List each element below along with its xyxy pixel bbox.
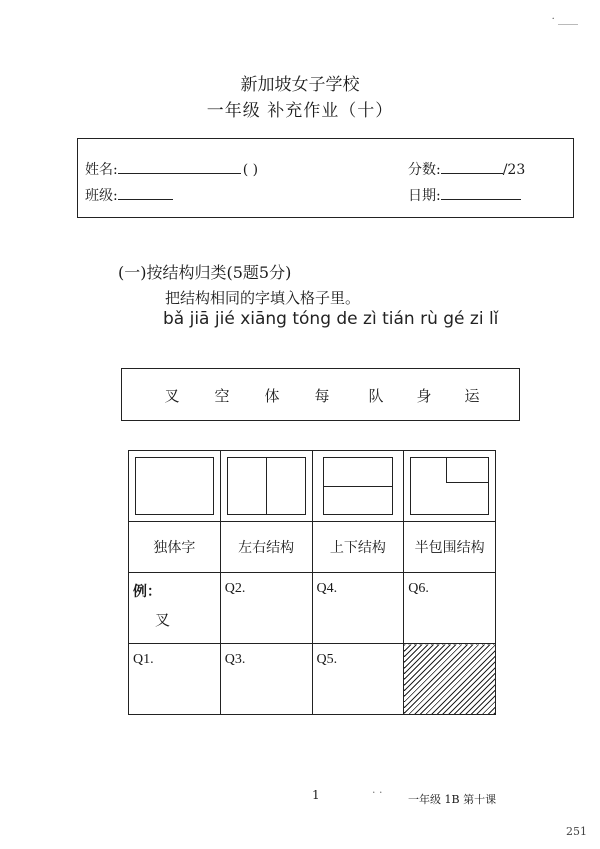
- page-number: 251: [566, 825, 587, 838]
- school-name: 新加坡女子学校: [240, 75, 360, 95]
- word-bank-char: 体: [264, 387, 280, 405]
- class-field[interactable]: [118, 185, 173, 200]
- score-row: [408, 159, 525, 179]
- corner-mark: · ____: [551, 14, 578, 25]
- header-half-enclosure: 半包围结构: [404, 522, 496, 573]
- answer-row-2: [129, 644, 496, 715]
- score-field[interactable]: [441, 159, 503, 174]
- label-row: [129, 522, 496, 573]
- question-label: Q4.: [316, 581, 338, 596]
- footer-page-marker: 1: [312, 788, 320, 802]
- score-label: 分数:: [408, 162, 441, 178]
- answer-row-1: [129, 573, 496, 644]
- word-bank-char: 每: [314, 387, 330, 405]
- answer-cell-q6[interactable]: [404, 573, 496, 644]
- structure-table: [128, 450, 496, 715]
- name-field[interactable]: [118, 159, 241, 174]
- example-char: 叉: [155, 611, 171, 629]
- score-total: /23: [502, 162, 526, 178]
- header-top-bottom: 上下结构: [312, 522, 404, 573]
- left-right-structure-diagram: [220, 451, 312, 522]
- word-bank-char: 叉: [164, 387, 180, 405]
- single-structure-diagram: [129, 451, 221, 522]
- student-info-box: [77, 138, 574, 218]
- class-label: 班级:: [85, 188, 118, 204]
- date-field[interactable]: [441, 185, 521, 200]
- question-label: Q3.: [224, 652, 246, 667]
- question-label: Q5.: [316, 652, 338, 667]
- diagram-row: [129, 451, 496, 522]
- answer-cell-q3[interactable]: [220, 644, 312, 715]
- word-bank-box: [121, 368, 520, 421]
- header-single-char: 独体字: [129, 522, 221, 573]
- answer-cell-q5[interactable]: [312, 644, 404, 715]
- date-label: 日期:: [408, 188, 441, 204]
- example-cell: [129, 573, 221, 644]
- question-label: Q1.: [133, 652, 154, 667]
- word-bank-char: 身: [416, 387, 432, 405]
- class-number-paren: ( ): [242, 162, 259, 178]
- answer-cell-q1[interactable]: [129, 644, 221, 715]
- question-label: Q6.: [408, 581, 429, 596]
- question-label: Q2.: [224, 581, 246, 596]
- hatched-cell: [404, 644, 496, 715]
- name-label: 姓名:: [85, 162, 118, 178]
- section-title: (一)按结构归类(5题5分): [118, 263, 292, 282]
- word-bank-char: 运: [464, 387, 480, 405]
- class-row: [85, 185, 173, 205]
- header-left-right: 左右结构: [220, 522, 312, 573]
- answer-cell-q2[interactable]: [220, 573, 312, 644]
- instruction-text: 把结构相同的字填入格子里。: [165, 289, 361, 307]
- instruction-pinyin: bǎ jiā jié xiāng tóng de zì tián rù gé zi lǐ: [163, 309, 499, 329]
- example-label: 例：: [133, 585, 161, 600]
- name-row: [85, 159, 258, 179]
- footer-dots: · ·: [372, 786, 383, 799]
- homework-title: 一年级 补充作业（十）: [206, 101, 394, 121]
- footer-lesson: 一年级 1B 第十课: [408, 793, 497, 806]
- half-enclosure-structure-diagram: [404, 451, 496, 522]
- date-row: [408, 185, 521, 205]
- top-bottom-structure-diagram: [312, 451, 404, 522]
- word-bank-char: 队: [368, 387, 384, 405]
- answer-cell-q4[interactable]: [312, 573, 404, 644]
- word-bank-char: 空: [214, 387, 230, 405]
